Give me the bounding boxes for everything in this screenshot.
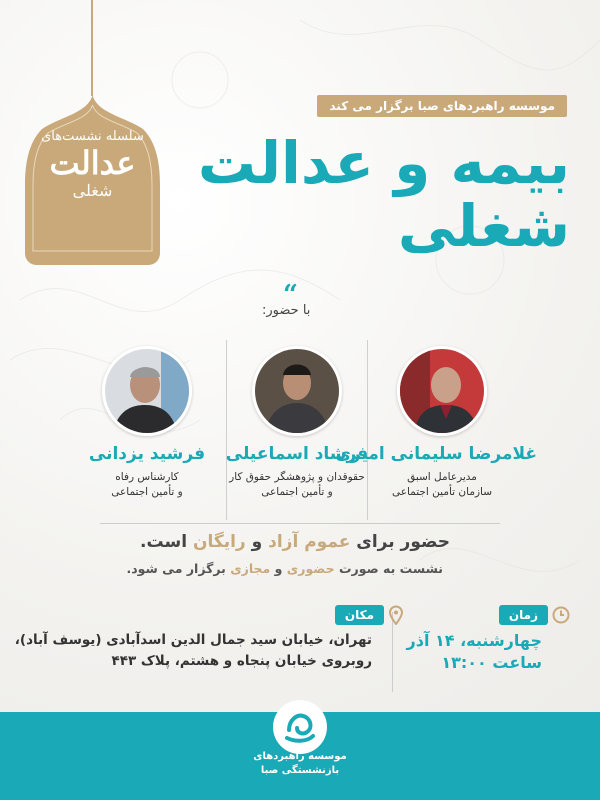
badge-line1: سلسله نشست‌های (41, 129, 144, 144)
speaker-photo (397, 346, 487, 436)
organization-name-line: بازنشستگی صبا (260, 765, 340, 776)
ornament-cord (91, 0, 93, 96)
badge-text (25, 130, 160, 200)
access-text: است. (140, 532, 193, 552)
speaker-name: فرشید یزدانی (88, 444, 206, 464)
speaker-role-line: و تأمین اجتماعی (261, 486, 333, 499)
speaker-photo (102, 346, 192, 436)
format-text: و (270, 561, 287, 576)
page-title (170, 129, 570, 260)
place-label: مکان (335, 605, 384, 625)
location-pin-icon (388, 605, 404, 625)
access-note (140, 532, 450, 552)
speaker-photo (252, 346, 342, 436)
time-label: زمان (499, 605, 548, 625)
divider (100, 523, 500, 524)
quote-icon: “ (283, 280, 298, 310)
organizer-label: موسسه راهبردهای صبا برگزار می کند (317, 95, 567, 117)
badge-line2: عدالت (49, 143, 136, 182)
address-line: تهران، خیابان سید جمال الدین اسدآبادی (یوسف آباد)، (14, 632, 372, 648)
speaker-role-line: حقوقدان و پژوهشگر حقوق کار (229, 471, 365, 483)
organization-logo (273, 700, 327, 754)
badge-line3: شغلی (72, 180, 113, 200)
organization-name (250, 750, 350, 778)
speaker-name: غلامرضا سلیمانی امیری (335, 444, 537, 464)
organization-logo-icon (273, 700, 327, 754)
speaker-role-line: مدیرعامل اسبق (407, 471, 477, 483)
format-highlight: حضوری (286, 561, 335, 576)
access-highlight: رایگان (192, 532, 246, 552)
format-text: نشست به صورت (334, 561, 443, 576)
format-highlight: مجازی (230, 561, 271, 576)
speaker-role-line: کارشناس رفاه (115, 471, 179, 483)
title-line1: بیمه و عدالت (197, 129, 570, 197)
title-line2: شغلی (397, 191, 570, 260)
speaker-role (52, 470, 242, 500)
access-text: حضور برای (350, 532, 450, 552)
event-time (407, 630, 542, 673)
event-address (15, 630, 372, 672)
presence-label: با حضور: (262, 303, 311, 318)
event-hour: ساعت ۱۳:۰۰ (441, 652, 542, 672)
speaker-role-line: سازمان تأمین اجتماعی (391, 486, 493, 499)
speaker-role-line: و تأمین اجتماعی (111, 486, 183, 499)
format-text: برگزار می شود. (126, 561, 231, 576)
access-highlight: عموم آزاد (268, 532, 351, 552)
format-note (126, 561, 443, 576)
organization-name-line: موسسه راهبردهای (253, 751, 347, 762)
clock-icon (552, 606, 570, 624)
event-date: چهارشنبه، ۱۴ آذر (406, 631, 542, 650)
speaker-card (52, 346, 242, 500)
access-text: و (245, 532, 269, 552)
address-line: روبروی خیابان پنجاه و هشتم، پلاک ۴۴۳ (111, 652, 372, 669)
speaker-name: فرشاد اسماعیلی (225, 444, 369, 464)
